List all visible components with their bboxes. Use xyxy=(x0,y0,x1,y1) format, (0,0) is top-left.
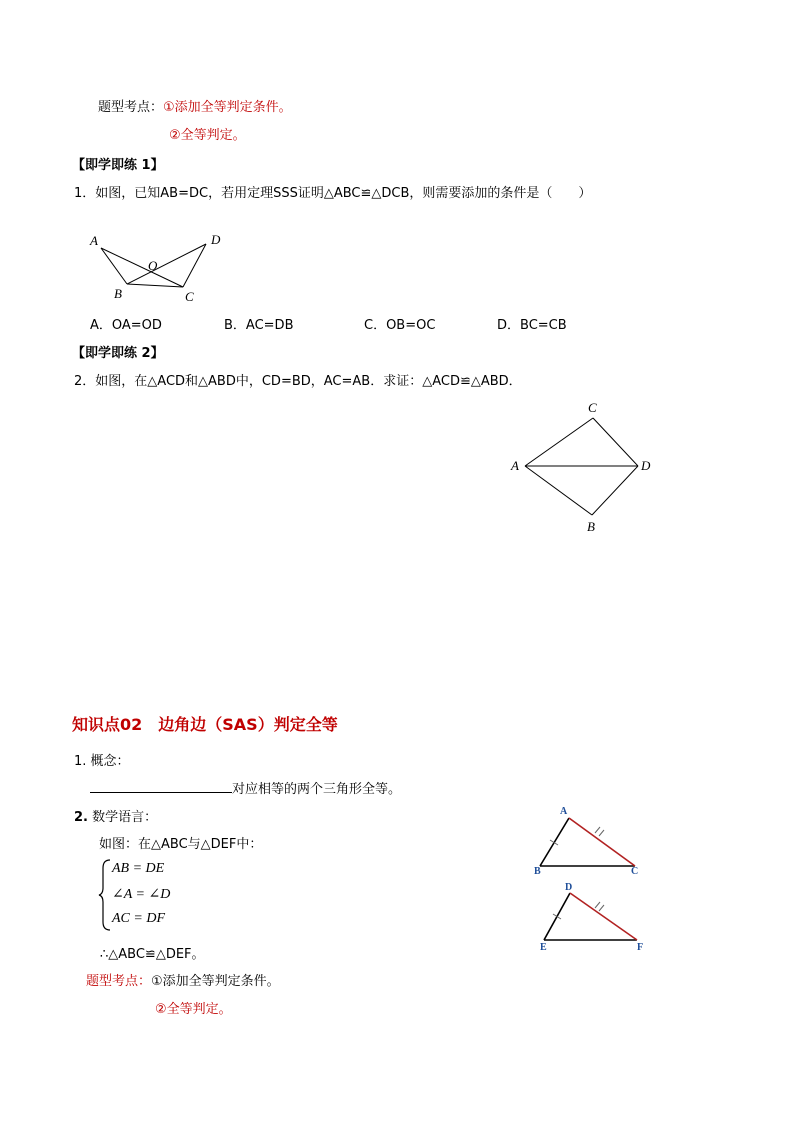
fig2-label-d: D xyxy=(641,458,651,473)
concept-line xyxy=(74,750,130,769)
tri2-label-f: F xyxy=(637,942,644,953)
math-label: 数学语言： xyxy=(92,810,158,825)
option-a: A．OA=OD xyxy=(90,318,162,333)
fill-in-blank xyxy=(90,780,232,793)
tri1-label-b: B xyxy=(534,866,541,877)
tri1-label-a: A xyxy=(560,806,568,817)
tri2-label-e: E xyxy=(540,942,547,953)
condition-ac-df: AC = DF xyxy=(112,911,165,926)
figure-intro: 如图：在△ABC与△DEF中： xyxy=(99,837,263,852)
option-c: C．OB=OC xyxy=(364,318,436,333)
fig1-label-a: A xyxy=(90,233,98,248)
segment-cd xyxy=(593,418,638,466)
tri2-label-d: D xyxy=(565,882,573,893)
concept-label: 概念： xyxy=(90,754,130,769)
question-1-text: 如图，已知AB=DC，若用定理SSS证明△ABC≌△DCB，则需要添加的条件是（ ） xyxy=(95,186,592,201)
triangle-abc xyxy=(540,818,635,866)
segment-bd xyxy=(592,466,638,515)
kaodian-item-1: ①添加全等判定条件。 xyxy=(163,100,292,115)
segment-ab xyxy=(101,248,127,284)
fig1-label-b: B xyxy=(114,286,122,301)
conclusion: ∴△ABC≌△DEF。 xyxy=(100,947,205,962)
segment-bc xyxy=(127,284,183,287)
segment-dc xyxy=(183,244,206,287)
math-number: 2. xyxy=(74,810,88,825)
kaodian-2-item-2: ②全等判定。 xyxy=(155,1002,232,1017)
concept-number: 1. xyxy=(74,754,87,769)
option-d: D．BC=CB xyxy=(497,318,567,333)
question-1-figure xyxy=(85,230,235,305)
sas-triangles-figure xyxy=(525,800,675,960)
question-2-text: 如图，在△ACD和△ABD中，CD=BD，AC=AB．求证：△ACD≌△ABD． xyxy=(95,374,522,389)
kaodian-2-item-1: ①添加全等判定条件。 xyxy=(151,974,280,989)
question-1 xyxy=(74,182,591,201)
segment-ab xyxy=(525,466,592,515)
tri1-label-c: C xyxy=(631,866,639,877)
kaodian-label-2: 题型考点： xyxy=(86,974,152,989)
fig1-label-c: C xyxy=(185,289,194,304)
concept-statement xyxy=(90,778,401,797)
fig2-label-a: A xyxy=(511,458,519,473)
math-language-line xyxy=(74,806,157,825)
fig1-label-o: O xyxy=(148,258,158,273)
practice-1-title: 【即学即练 1】 xyxy=(72,158,164,173)
question-2 xyxy=(74,370,522,389)
practice-2-title: 【即学即练 2】 xyxy=(72,346,164,361)
brace-icon xyxy=(98,858,112,932)
kaodian-block xyxy=(98,96,292,115)
fig2-label-b: B xyxy=(587,519,595,534)
segment-ac xyxy=(525,418,593,466)
segment-ac xyxy=(101,248,183,287)
kaodian-item-2: ②全等判定。 xyxy=(169,128,246,143)
kaodian-label: 题型考点： xyxy=(98,100,164,115)
section-2-heading: 知识点02 边角边（SAS）判定全等 xyxy=(72,715,338,734)
condition-angle-a-d: ∠A = ∠D xyxy=(112,887,171,902)
question-2-number: 2． xyxy=(74,374,96,389)
condition-ab-de: AB = DE xyxy=(112,861,165,876)
question-1-number: 1． xyxy=(74,186,96,201)
segment-db xyxy=(127,244,206,284)
fig1-label-d: D xyxy=(211,232,221,247)
option-b: B．AC=DB xyxy=(224,318,294,333)
triangle-def xyxy=(544,893,637,940)
fig2-label-c: C xyxy=(588,400,597,415)
concept-text: 对应相等的两个三角形全等。 xyxy=(232,782,402,797)
kaodian-block-2 xyxy=(86,970,280,989)
question-2-figure xyxy=(505,398,665,540)
